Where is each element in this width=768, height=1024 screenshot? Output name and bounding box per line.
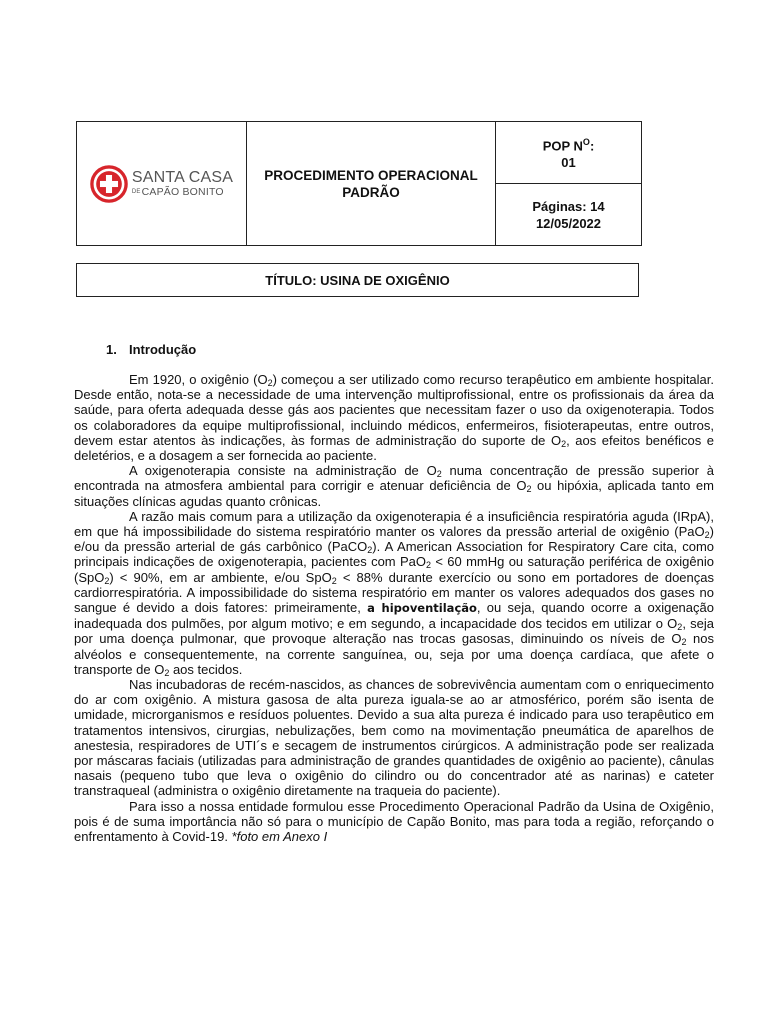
p3-part-k: aos tecidos. [169,661,243,677]
p3-part-a: A razão mais comum para a utilização da oxigenoterapia é a insuficiência respiratória aguda (IRpA), em que há impossibilidade do sistema respiratório manter os valores da pressão arterial de oxigênio (PaO [74,508,714,540]
p1-part-b: ) começou a ser utilizado como recurso terapêutico em ambiente hospitalar. Desde então, nota-se a necessidade de uma intervenção multiprofissional, entre os profissionais da área da saúde, para oferta adequada desse gás aos pacientes que necessitam fazer o uso da oxigenoterapia. Todos os colaboradores da equipe multiprofissional, incluindo médicos, enfermeiros, fisioterapeutas, entre outros, devem estar atentos às indicações, às formas de administração do suporte de O [74,372,714,448]
section-number: 1. [106,342,117,357]
p3-part-b: ) e/ou da pressão arterial de gás carbônico (PaCO [74,524,714,555]
p3-part-d: < 60 mmHg ou saturação periférica de oxigênio (SpO [74,554,714,585]
p1-part-c: , aos efeitos benéficos e deletérios, e a dosagem a ser fornecida ao paciente. [74,432,714,464]
p1-part-a: Em 1920, o oxigênio (O [129,372,268,387]
document-header-table [76,121,642,246]
subscript-2: 2 [164,667,170,678]
logo-cell [77,122,247,246]
p3-part-i: , seja por uma doença pulmonar, que provoque alteração nas trocas gasosas, diminuindo os níveis de O [74,616,715,647]
body-text [74,372,714,844]
pop-number-cell [496,122,642,184]
pop-label-sup: O [582,136,590,147]
logo-subtitle [132,187,233,198]
annex-note: *foto em Anexo I [231,829,328,845]
p3-part-j: nos alvéolos e consequentemente, na corrente sanguínea, ou, seja por uma doença cardíaca, que afete o transporte de O [74,631,714,677]
paragraph-4: Nas incubadoras de recém-nascidos, as chances de sobrevivência aumentam com o enriquecimento do ar com oxigênio. A mistura gasosa de alta pureza iguala-se ao ar atmosférico, porém são isenta de umidade, microrganismos e resíduos poluentes. Devido a sua alta pureza é indicado para uso terapêutico em tratamentos intensivos, cirurgias, nebulizações, bem como na movimentação pneumática de aparelhos de anestesia, respiradores de UTI´s e secagem de instrumentos cirúrgicos. A administração pode ser realizada por máscaras faciais (utilizadas para administração de grandes quantidades de oxigênio ao paciente), cânulas nasais (pequeno tubo que leva o oxigênio do cilindro ou do concentrador até as narinas) e cateter transtraqueal (administra o oxigênio diretamente na traqueia do paciente). [74,677,714,799]
santa-casa-logo [77,122,246,245]
page-count: Páginas: 14 [532,198,605,214]
subscript-2: 2 [367,545,373,556]
p3-hipoventilacao: a hipoventilação [367,601,477,616]
red-cross-icon [90,165,128,203]
pages-date-cell [496,184,642,246]
pop-label-text: POP N [542,138,583,154]
subscript-2: 2 [436,469,442,480]
paragraph-2 [74,463,714,509]
pop-label [496,134,641,154]
pop-label-colon: : [589,138,595,154]
subscript-2: 2 [526,484,532,495]
subscript-2: 2 [561,438,567,449]
p5-part-a: Para isso a nossa entidade formulou esse Procedimento Operacional Padrão da Usina de Oxigênio, pois é de suma importância não só para o município de Capão Bonito, mas para toda a região, reforçando o enfrentamento à Covid-19. [74,798,714,845]
p2-part-a: A oxigenoterapia consiste na administração de O [129,463,437,479]
section-title: Introdução [129,342,197,357]
paragraph-1 [74,372,714,463]
title-box [76,263,639,297]
document-title-line1: PROCEDIMENTO OPERACIONAL [264,167,478,183]
subscript-2: 2 [704,530,710,541]
subscript-2: 2 [425,560,431,571]
logo-sub-city: CAPÃO BONITO [141,185,224,198]
logo-name: SANTA CASA [131,168,234,186]
p2-part-c: ou hipóxia, aplicada tanto em situações clínicas agudas quanto crônicas. [74,478,714,509]
subscript-2: 2 [331,575,337,586]
subscript-2: 2 [677,622,683,633]
document-date: 12/05/2022 [535,215,602,231]
subscript-2: 2 [267,378,273,388]
subscript-2: 2 [681,637,687,648]
p3-part-f: < 88% durante exercício ou sono em portadores de doenças cardiorrespiratória. A impossibilidade do sistema respiratório em manter os valores adequados dos gases no sangue é devido a dois fatores: primeiramente, [74,569,714,616]
logo-sub-de: DE [131,188,141,195]
p3-part-c: ). A American Association for Respiratory Care cita, como principais indicações de oxigenoterapia, pacientes com PaO [74,539,714,570]
document-title-cell [247,122,496,246]
paragraph-3 [74,509,714,677]
p2-part-b: numa concentração de pressão superior à encontrada na atmosfera ambiental para corrigir e atenuar deficiência de O [74,463,714,494]
p3-part-e: ) < 90%, em ar ambiente, e/ou SpO [109,569,332,585]
pop-number: 01 [561,155,576,171]
section-heading [106,342,196,357]
subscript-2: 2 [104,575,110,586]
document-title-line2: PADRÃO [342,184,400,200]
p3-part-h: , ou seja, quando ocorre a oxigenação inadequada dos pulmões, por algum motivo; e em segundo, a incapacidade dos tecidos em utilizar o O [74,600,714,632]
document-subject-title: TÍTULO: USINA DE OXIGÊNIO [265,272,450,288]
paragraph-5 [74,799,714,845]
